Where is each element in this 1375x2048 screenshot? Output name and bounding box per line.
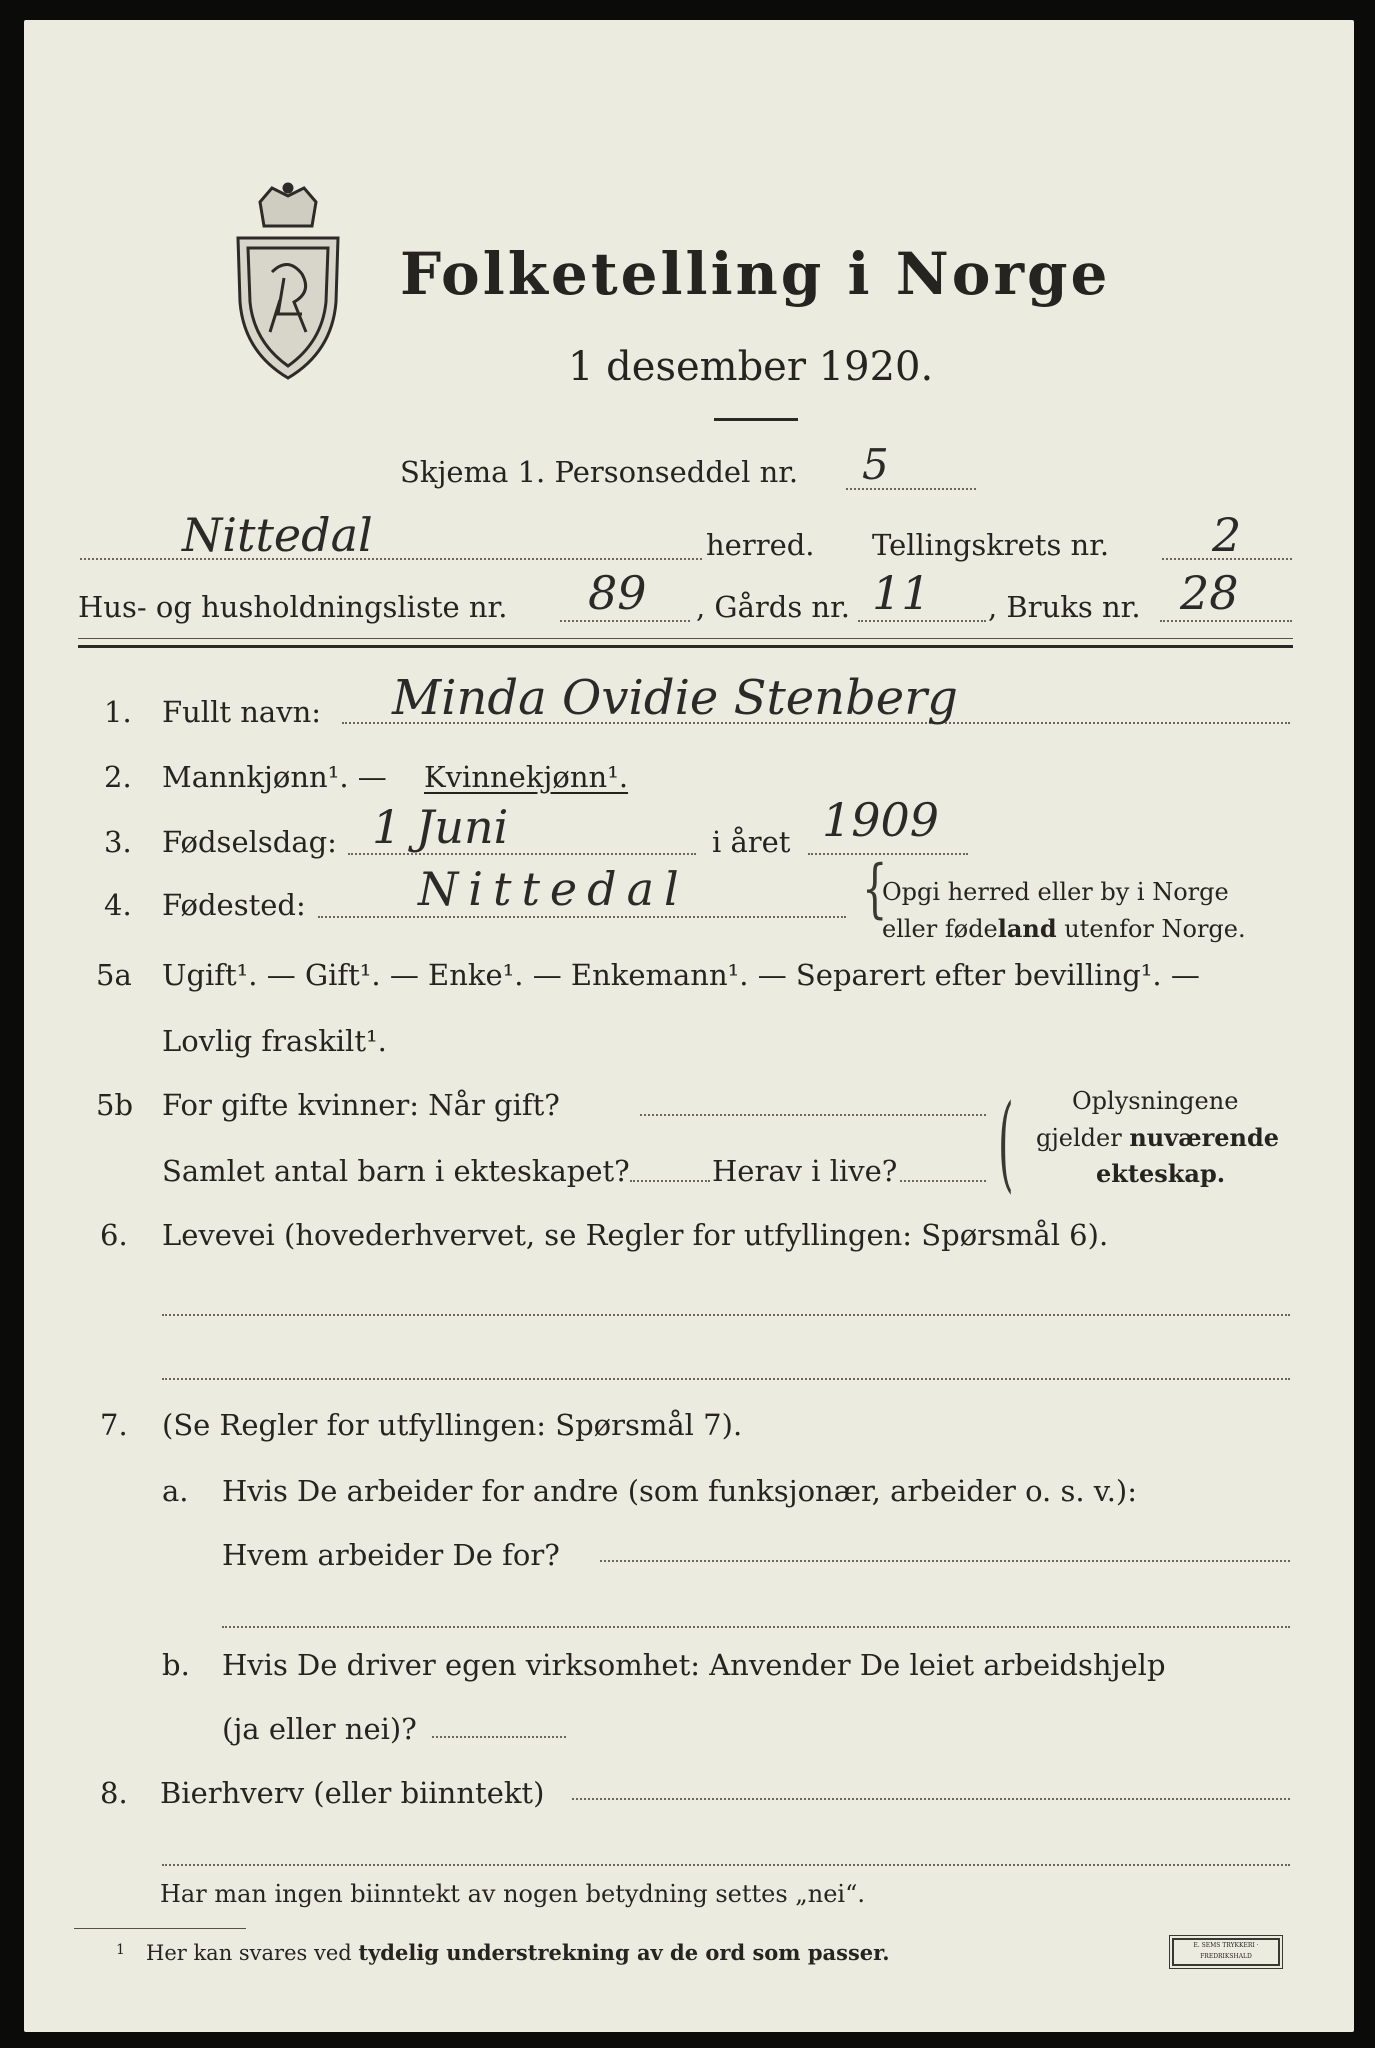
- personseddel-number-value: 5: [862, 440, 889, 489]
- q4-line: [318, 916, 846, 918]
- q5b-children-label: Samlet antal barn i ekteskapet?: [162, 1154, 630, 1188]
- q4-note-line1: Opgi herred eller by i Norge: [882, 878, 1229, 906]
- q7b-letter: b.: [162, 1648, 190, 1682]
- footnote-part-a: Her kan svares ved: [146, 1941, 359, 1965]
- q5b-note-part-b: nuværende: [1129, 1123, 1280, 1152]
- herred-label: herred.: [706, 528, 815, 562]
- q5b-label: For gifte kvinner: Når gift?: [162, 1088, 560, 1122]
- q5b-alive-label: Herav i live?: [712, 1154, 898, 1188]
- q8-note: Har man ingen biinntekt av nogen betydning settes „nei“.: [160, 1880, 865, 1908]
- q6-line2: [162, 1378, 1290, 1380]
- q4-note-part-b: land: [997, 914, 1057, 943]
- q4-note-part-a: eller føde: [882, 915, 998, 943]
- q5a-options: Ugift¹. — Gift¹. — Enke¹. — Enkemann¹. — Separert efter bevilling¹. —: [162, 958, 1200, 992]
- bruks-value: 28: [1180, 566, 1239, 620]
- q1-number: 1.: [104, 695, 132, 729]
- q5b-note-line1: Oplysningene: [1072, 1087, 1239, 1115]
- footnote-text: [146, 1940, 890, 1965]
- q3-year-line: [808, 853, 968, 855]
- tellingskrets-label: Tellingskrets nr.: [872, 528, 1110, 562]
- q8-number: 8.: [100, 1776, 128, 1810]
- q5a-number: 5a: [96, 958, 132, 992]
- q7-number: 7.: [100, 1408, 128, 1442]
- q4-brace: {: [862, 852, 888, 926]
- q8-line2: [162, 1864, 1290, 1866]
- birth-year-value: 1909: [822, 793, 940, 847]
- q5b-children-line: [630, 1180, 710, 1182]
- q5b-note-part-a: gjelder: [1036, 1124, 1130, 1152]
- header-rule-thick: [78, 645, 1293, 648]
- q4-label: Fødested:: [162, 888, 306, 922]
- footnote-number: 1: [116, 1942, 125, 1958]
- form-title: Folketelling i Norge: [400, 240, 1111, 308]
- q6-text: Levevei (hovederhvervet, se Regler for utfyllingen: Spørsmål 6).: [162, 1218, 1109, 1252]
- q5b-note-line2: [1036, 1123, 1279, 1152]
- herred-line: [80, 558, 702, 560]
- census-date: 1 desember 1920.: [568, 344, 934, 390]
- q7b-text: Hvis De driver egen virksomhet: Anvender De leiet arbeidshjelp: [222, 1648, 1166, 1682]
- q6-number: 6.: [100, 1218, 128, 1252]
- q4-note-part-c: utenfor Norge.: [1056, 915, 1246, 943]
- schema-label: Skjema 1. Personseddel nr.: [400, 455, 799, 489]
- gards-label: , Gårds nr.: [696, 590, 850, 624]
- q7a-letter: a.: [162, 1474, 189, 1508]
- q8-text: Bierhverv (eller biinntekt): [160, 1776, 545, 1810]
- footnote-part-b: tydelig understrekning av de ord som passer.: [358, 1940, 890, 1965]
- q5b-line: [640, 1114, 986, 1116]
- q7-text: (Se Regler for utfyllingen: Spørsmål 7).: [162, 1408, 743, 1442]
- gards-line: [858, 620, 986, 622]
- printer-stamp: [1172, 1938, 1280, 1966]
- q7a-employer-line: [600, 1560, 1290, 1562]
- coat-of-arms-icon: [232, 182, 344, 382]
- gards-value: 11: [872, 566, 931, 620]
- q2-kvinnekjonn: Kvinnekjønn¹.: [424, 760, 629, 794]
- herred-value: Nittedal: [182, 508, 373, 562]
- q8-line1: [572, 1798, 1290, 1800]
- q2-mannkjonn: Mannkjønn¹. —: [162, 760, 387, 794]
- bruks-label: , Bruks nr.: [988, 590, 1141, 624]
- q1-label: Fullt navn:: [162, 695, 322, 729]
- q5b-number: 5b: [96, 1088, 134, 1122]
- q3-year-label: i året: [712, 825, 791, 859]
- q5b-alive-line: [900, 1180, 986, 1182]
- q5b-bracket: (: [998, 1085, 1014, 1205]
- q7a-text: Hvis De arbeider for andre (som funksjonær, arbeider o. s. v.):: [222, 1474, 1138, 1508]
- bruks-line: [1160, 620, 1292, 622]
- q3-label: Fødselsdag:: [162, 825, 337, 859]
- q7a-employer-label: Hvem arbeider De for?: [222, 1538, 560, 1572]
- birthplace-value: Nittedal: [418, 862, 689, 916]
- footnote-rule: [74, 1928, 246, 1929]
- q7b-answer-line: [432, 1736, 566, 1738]
- title-divider: [714, 418, 798, 421]
- q7a-line2: [222, 1626, 1290, 1628]
- q4-note-line2: [882, 914, 1246, 943]
- hus-label: Hus- og husholdningsliste nr.: [78, 590, 508, 624]
- header-rule-thin: [78, 638, 1293, 639]
- q7b-answer-label: (ja eller nei)?: [222, 1712, 417, 1746]
- q6-line1: [162, 1314, 1290, 1316]
- birth-date-value: 1 Juni: [372, 800, 509, 854]
- hus-value: 89: [588, 566, 647, 620]
- q2-number: 2.: [104, 760, 132, 794]
- printer-stamp-text: E. SEMS TRYKKERI · FREDRIKSHALD: [1193, 1942, 1259, 1960]
- q5a-options-line2: Lovlig fraskilt¹.: [162, 1024, 387, 1058]
- hus-line: [560, 620, 690, 622]
- full-name-value: Minda Ovidie Stenberg: [392, 670, 958, 726]
- q3-number: 3.: [104, 825, 132, 859]
- q5b-note-line3: ekteskap.: [1096, 1159, 1226, 1188]
- q4-number: 4.: [104, 888, 132, 922]
- tellingskrets-value: 2: [1212, 508, 1242, 562]
